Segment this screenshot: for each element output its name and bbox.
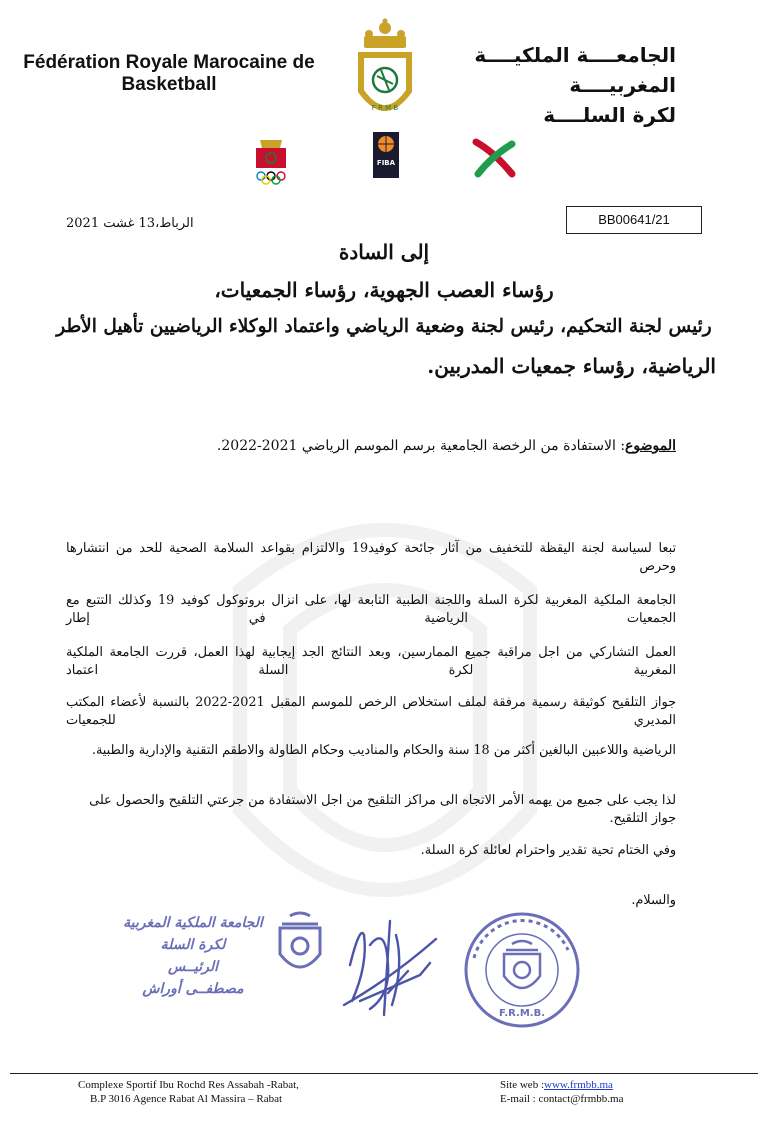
salutation: والسلام.: [631, 893, 676, 908]
body-line-3: العمل التشاركي من اجل مراقبة جميع الممارسين، وبعد النتائج الجد إيجابية لهذا العمل، قررت الجامعة الملكية المغربية لكرة السلة اعتماد: [66, 645, 676, 678]
footer-address: [78, 1078, 378, 1106]
website-line: [500, 1078, 740, 1092]
addressee-line-3: رئيس لجنة التحكيم، رئيس لجنة وضعية الرياضي واعتماد الوكلاء الرياضيين تأهيل الأطر: [56, 316, 712, 337]
olympic-committee-logo: [250, 136, 292, 186]
stamp-line-4: مصطفــى أوراش: [142, 981, 244, 997]
stamp-line-1: الجامعة الملكية المغربية: [123, 915, 263, 931]
frmb-crest-logo: [352, 18, 418, 130]
body-line-2: الجامعة الملكية المغربية لكرة السلة واللجنة الطبية التابعة لها، على انزال بروتوكول كوفيد 19 وكذلك التتبع مع الجمعيات الرياضية في إطار: [66, 593, 676, 626]
olympic-rings-icon: [257, 172, 285, 184]
crest-letters: F R M B: [371, 104, 399, 112]
addressee-line-2: رؤساء العصب الجهوية، رؤساء الجمعيات،: [214, 278, 554, 302]
fiba-logo: [373, 132, 399, 178]
address-line-1: Complexe Sportif Ibu Rochd Res Assabah -Rabat,: [78, 1079, 299, 1091]
website-label: Site web :: [500, 1079, 544, 1091]
president-stamp: [118, 912, 268, 1000]
crown-icon: [364, 19, 406, 49]
federation-name-ar-line2: لكرة السلــــة: [543, 103, 676, 127]
stamp-line-2: لكرة السلة: [160, 937, 226, 953]
email-line: E-mail : contact@frmbb.ma: [500, 1093, 624, 1105]
body-line-6: لذا يجب على جميع من يهمه الأمر الاتجاه الى مراكز التلقيح من اجل الاستفادة من جرعتي التلقيح والحصول على جواز التلقيح.: [89, 793, 676, 826]
subject-line: [60, 438, 676, 454]
stamp-crest-icon: [272, 910, 328, 978]
address-line-2: B.P 3016 Agence Rabat Al Massira – Rabat: [90, 1093, 283, 1105]
footer-contact: [500, 1078, 740, 1106]
addressee-line-4: الرياضية، رؤساء جمعيات المدربين.: [427, 354, 716, 378]
closing-line: وفي الختام تحية تقدير واحترام لعائلة كرة السلة.: [420, 843, 676, 858]
fiba-label: FIBA: [376, 159, 396, 167]
federation-name-ar-line1: الجامعــــة الملكيــــة المغربيــــة: [474, 43, 676, 97]
handwritten-signature: [330, 905, 450, 1025]
subject-label: الموضوع: [625, 438, 676, 454]
letter-date: الرباط،13 غشت 2021: [66, 216, 194, 231]
ministry-sports-logo: [472, 138, 516, 178]
website-link[interactable]: www.frmbb.ma: [544, 1079, 613, 1091]
body-line-5: الرياضية واللاعبين البالغين أكثر من 18 سنة والحكام والمناديب وحكام الطاولة والاطقم التقنية والإدارية والطبية.: [91, 743, 676, 758]
body-line-1: تبعا لسياسة لجنة اليقظة للتخفيف من آثار جائحة كوفيد19 والالتزام بقواعد السلامة الصحية للحد من انتشارها وحرص: [66, 541, 677, 574]
stamp-line-3: الرئيــس: [167, 959, 219, 975]
federation-name-ar: [446, 40, 676, 130]
body-line-4: جواز التلقيح كوثيقة رسمية مرفقة لملف استخلاص الرخص للموسم المقبل 2021-2022 بالنسبة لأعضاء المكتب المديري للجمعيات: [66, 695, 676, 728]
addressee-line-1: إلى السادة: [338, 240, 430, 264]
federation-name-fr: Fédération Royale Marocaine de Basketball: [23, 52, 315, 95]
round-stamp-text: F.R.M.B.: [498, 1008, 546, 1019]
reference-number: BB00641/21: [566, 206, 702, 234]
footer-divider: [10, 1073, 758, 1074]
round-stamp: [458, 906, 586, 1034]
subject-text: : الاستفادة من الرخصة الجامعية برسم الموسم الرياضي 2021-2022.: [216, 438, 626, 454]
